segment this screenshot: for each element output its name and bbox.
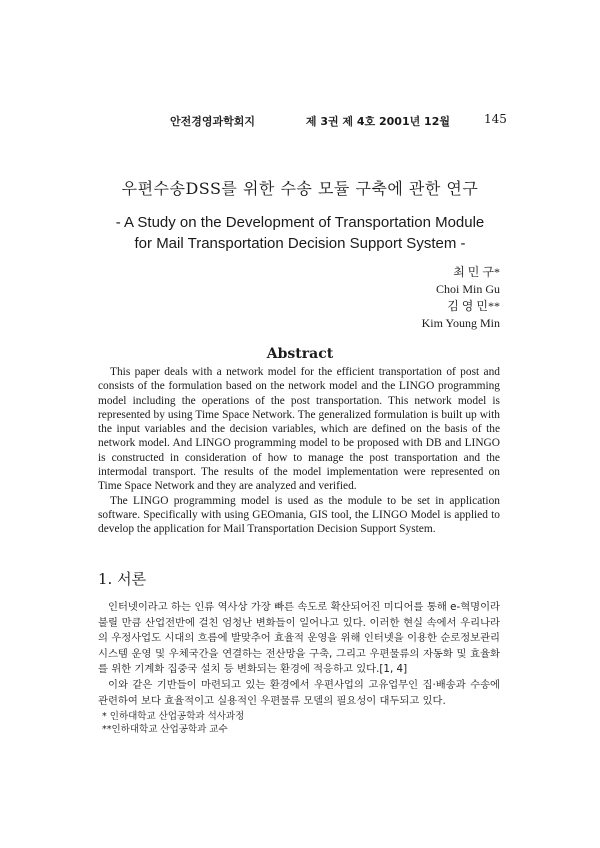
author-block <box>422 264 500 332</box>
abstract-body <box>98 365 500 537</box>
footnote-1: * 인하대학교 산업공학과 석사과정 <box>102 711 245 722</box>
author-2-english: Kim Young Min <box>421 316 500 330</box>
abstract-heading: Abstract <box>266 346 334 362</box>
issue-info: 제 3권 제 4호 2001년 12월 <box>305 115 450 128</box>
body-paragraph-1: 인터넷이라고 하는 인류 역사상 가장 빠른 속도로 확산되어진 미디어를 통해 e-혁명이라 불릴 만큼 산업전반에 걸친 엄청난 변화들이 일어나고 있다. 이러한 현실 속에서 우리나라의 우정사업도 시대의 흐름에 발맞추어 효율적 운영을 위해 인터넷을 이용한 순로정보관리 시스템 운영 및 우체국간을 연결하는 전산망을 구축, 그리고 우편물류의 자동화 및 효율화를 위한 기계화 집중국 설치 등 변화되는 환경에 적응하고 있다.[1, 4] <box>98 601 500 676</box>
author-2-korean: 김 영 민** <box>447 299 500 313</box>
section-body <box>98 600 500 709</box>
body-paragraph-2: 이와 같은 기반들이 마련되고 있는 환경에서 우편사업의 고유업무인 집·배송과 수송에 관련하여 보다 효율적이고 실용적인 우편물류 모델의 필요성이 대두되고 있다. <box>98 678 500 707</box>
page-number: 145 <box>484 112 507 126</box>
paper-subtitle <box>0 212 600 254</box>
paper-title: 우편수송DSS를 위한 수송 모듈 구축에 관한 연구 <box>121 179 479 198</box>
footnotes <box>102 710 244 736</box>
journal-name: 안전경영과학회지 <box>170 115 256 128</box>
author-1-korean: 최 민 구* <box>453 265 500 279</box>
subtitle-line-2: for Mail Transportation Decision Support System - <box>134 235 466 252</box>
author-1-english: Choi Min Gu <box>435 282 500 296</box>
section-heading: 1. 서론 <box>98 570 147 588</box>
running-header <box>170 113 510 129</box>
footnote-2: **인하대학교 산업공학과 교수 <box>102 724 228 735</box>
abstract-paragraph-2: The LINGO programming model is used as the module to be set in application software. Specifically with using GEOmania, GIS tool, the LINGO Model is applied to develop the application for Mail Transportation Decision Support System. <box>98 494 500 536</box>
abstract-paragraph-1: This paper deals with a network model for the efficient transportation of post and consists of the formulation based on the network model and the LINGO programming model including the operations of the post transportation. This network model is represented by using Time Space Network. The generalized formulation is built up with the input variables and the decision variables, which are defined on the basis of the network model. And LINGO programming model to be proposed with DB and LINGO is constructed in consideration of how to manage the post transportation and the intermodal transport. The results of the model implementation were represented on Time Space Network and they are analyzed and verified. <box>98 366 500 493</box>
subtitle-line-1: - A Study on the Development of Transportation Module <box>115 214 485 231</box>
